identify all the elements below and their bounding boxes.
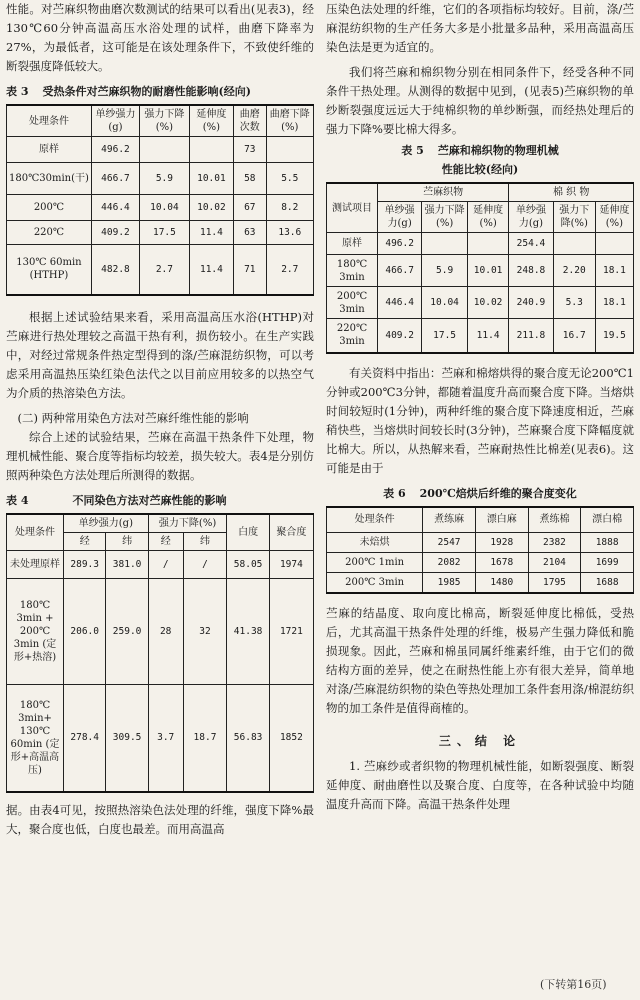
table-cell: 原样 <box>7 137 92 163</box>
table-row <box>327 573 634 593</box>
table-cell: 2547 <box>423 533 476 553</box>
table-cell: 180℃30min(干) <box>7 163 92 195</box>
paragraph: 压染色法处理的纤维，它们的各项指标均较好。目前，涤/苎麻混纺织物的生产任务大多是小批量多品种，采用高温高压染色法是更为适宜的。 <box>326 2 634 54</box>
table-cell: 67 <box>234 195 267 221</box>
table5-header: 测试项目 <box>327 183 378 233</box>
table-cell: 56.83 <box>227 684 269 792</box>
section-subheading: (二) 两种常用染色方法对苎麻纤维性能的影响 <box>17 410 249 425</box>
paragraph: 我们将苎麻和棉织物分别在相同条件下，经受各种不同条件干热处理。从测得的数据中见到，(见表5)苎麻织物的单纱断裂强度远远大于纯棉织物的单纱断强，而经热处理后的强力下降%要比棉大得多。 <box>326 65 634 136</box>
table-cell: 2082 <box>423 553 476 573</box>
table-cell: 278.4 <box>64 684 106 792</box>
table-cell: 1985 <box>423 573 476 593</box>
table4-header: 单纱强力(g) <box>64 514 149 533</box>
table4-header: 经 <box>64 532 106 550</box>
table-cell: 32 <box>183 578 227 684</box>
table3-header: 曲磨下降(%) <box>266 105 313 137</box>
table-cell: 200℃ <box>7 195 92 221</box>
table-cell: 10.02 <box>467 287 508 319</box>
table-cell: 482.8 <box>91 245 139 295</box>
continued-note: (下转第16页) <box>540 978 607 991</box>
table-cell: 19.5 <box>595 319 633 353</box>
table3-header: 处理条件 <box>7 105 92 137</box>
table-cell: 11.4 <box>467 319 508 353</box>
table5-header-row <box>327 183 634 202</box>
table-cell: 8.2 <box>266 195 313 221</box>
table4-header: 聚合度 <box>269 514 313 551</box>
table-cell: 2.7 <box>140 245 190 295</box>
table4-header: 强力下降(%) <box>148 514 227 533</box>
table-cell: 18.7 <box>183 684 227 792</box>
table-cell: 240.9 <box>509 287 553 319</box>
table-cell: 41.38 <box>227 578 269 684</box>
paragraph: 有关资料中指出：苎麻和棉熔烘得的聚合度无论200℃1分钟或200℃3分钟，都随着温度升高而聚合度下降。当熔烘时间较短时(1分钟)，两种纤维的聚合度下降速度相近，苎麻稍快些，当熔烘时间较长时(3分钟)，苎麻聚合度下降幅度就比棉大。所以，从热解来看，苎麻耐热性比棉差(见表6)。这可能是由于 <box>326 365 634 475</box>
table-cell: 466.7 <box>378 255 422 287</box>
table-cell: 180℃ 3min+ 130℃ 60min (定形+高温高压) <box>7 684 64 792</box>
table4-header: 处理条件 <box>7 514 64 551</box>
table-cell: 1678 <box>475 553 528 573</box>
table-cell: 446.4 <box>378 287 422 319</box>
table-cell: 466.7 <box>91 163 139 195</box>
table-cell <box>189 137 233 163</box>
table-cell: / <box>148 550 183 578</box>
table-row <box>327 319 634 353</box>
table6-header: 漂白棉 <box>581 507 634 533</box>
table-cell: 130℃ 60min (HTHP) <box>7 245 92 295</box>
table-cell: 2382 <box>528 533 581 553</box>
table-cell: 58 <box>234 163 267 195</box>
table-cell: 248.8 <box>509 255 553 287</box>
table-cell: 496.2 <box>91 137 139 163</box>
table5-header: 苎麻织物 <box>378 183 509 202</box>
table-row <box>327 255 634 287</box>
table-cell: 28 <box>148 578 183 684</box>
table4-header: 纬 <box>183 532 227 550</box>
table-cell <box>595 233 633 255</box>
table5-header: 强力下降(%) <box>553 202 595 233</box>
table5 <box>326 182 634 354</box>
table3-header: 强力下降(%) <box>140 105 190 137</box>
table-cell: 5.9 <box>140 163 190 195</box>
table-cell: 1974 <box>269 550 313 578</box>
table5-caption: 表 5 苎麻和棉织物的物理机械 <box>401 144 559 157</box>
table5-caption-line2: 性能比较(经向) <box>441 163 519 176</box>
table-cell: 200℃ 3min <box>327 287 378 319</box>
table-cell: 5.5 <box>266 163 313 195</box>
table-cell <box>266 137 313 163</box>
table-cell: 未处理原样 <box>7 550 64 578</box>
table-cell: 2104 <box>528 553 581 573</box>
table-cell: 10.01 <box>467 255 508 287</box>
table3-caption: 表 3 受热条件对苎麻织物的耐磨性能影响(经向) <box>6 85 251 98</box>
table-cell: 未焙烘 <box>327 533 423 553</box>
table-cell: 17.5 <box>140 221 190 245</box>
table6-header: 漂白麻 <box>475 507 528 533</box>
table-row <box>327 233 634 255</box>
table-row <box>7 221 314 245</box>
table-row <box>7 195 314 221</box>
table-cell: 1480 <box>475 573 528 593</box>
table-cell: 73 <box>234 137 267 163</box>
table4 <box>6 513 314 794</box>
table-cell: 3.7 <box>148 684 183 792</box>
table6-header: 煮练棉 <box>528 507 581 533</box>
table-cell: 63 <box>234 221 267 245</box>
table-cell: 409.2 <box>91 221 139 245</box>
table-cell: 10.04 <box>422 287 468 319</box>
table-row <box>7 245 314 295</box>
table-cell: 381.0 <box>106 550 148 578</box>
table-cell: 18.1 <box>595 255 633 287</box>
table-cell: 5.9 <box>422 255 468 287</box>
table-cell: 2.7 <box>266 245 313 295</box>
table6-header: 煮练麻 <box>423 507 476 533</box>
table4-header: 纬 <box>106 532 148 550</box>
table5-header: 强力下降(%) <box>422 202 468 233</box>
section-heading-conclusion: 三、结 论 <box>438 733 522 748</box>
table-row <box>327 553 634 573</box>
table3 <box>6 104 314 296</box>
table-cell <box>553 233 595 255</box>
paragraph: 苎麻的结晶度、取向度比棉高，断裂延伸度比棉低，受热后，尤其高温干热条件处理的纤维，极易产生强力降低和脆损现象。因此，苎麻和棉虽同属纤维素纤维，由于它们的微结构方面的差异，使之在耐热性能上亦有很大差异，简单地对涤/苎麻混纺织物的染色等热处理加工条件套用涤/棉混纺织物的加工条件是值得商榷的。 <box>326 605 634 715</box>
table-cell: 180℃ 3min <box>327 255 378 287</box>
table-row <box>7 163 314 195</box>
table-cell: 原样 <box>327 233 378 255</box>
table-cell: 11.4 <box>189 221 233 245</box>
left-column <box>6 0 314 839</box>
table-row <box>7 137 314 163</box>
table-cell: 1721 <box>269 578 313 684</box>
table-cell: 200℃ 3min <box>327 573 423 593</box>
table4-header-row <box>7 514 314 533</box>
table-row <box>7 578 314 684</box>
table-cell: 289.3 <box>64 550 106 578</box>
table-cell: 1699 <box>581 553 634 573</box>
table-cell: 10.01 <box>189 163 233 195</box>
table6-header-row <box>327 507 634 533</box>
table-cell: 58.05 <box>227 550 269 578</box>
table4-header: 白度 <box>227 514 269 551</box>
table-cell: 496.2 <box>378 233 422 255</box>
table5-header: 单纱强力(g) <box>378 202 422 233</box>
paragraph: 1. 苎麻纱或者织物的物理机械性能，如断裂强度、断裂延伸度、耐曲磨性以及聚合度、白度等，在各种试验中均随温度升高而下降。高温干热条件处理 <box>326 758 634 811</box>
table-cell: 220℃ <box>7 221 92 245</box>
table-row <box>327 287 634 319</box>
table3-header-row <box>7 105 314 137</box>
table3-header: 曲磨次数 <box>234 105 267 137</box>
table4-header: 经 <box>148 532 183 550</box>
table5-header: 延伸度(%) <box>595 202 633 233</box>
table-cell: 211.8 <box>509 319 553 353</box>
table-cell: 309.5 <box>106 684 148 792</box>
table5-header: 棉 织 物 <box>509 183 634 202</box>
table-cell: 200℃ 1min <box>327 553 423 573</box>
table-cell: 180℃ 3min + 200℃ 3min (定形+热溶) <box>7 578 64 684</box>
table-cell: 409.2 <box>378 319 422 353</box>
table-cell: 16.7 <box>553 319 595 353</box>
table-cell: 18.1 <box>595 287 633 319</box>
table-cell: 5.3 <box>553 287 595 319</box>
paragraph-intro: 性能。对苎麻织物曲磨次数测试的结果可以看出(见表3)，经130℃60分钟高温高压水浴处理的试样，曲磨下降率为27%，为最低者，这可能是在该处理条件下，不致使纤维的断裂强度降低较大。 <box>6 2 314 73</box>
table-cell: 2.20 <box>553 255 595 287</box>
table-cell: 220℃ 3min <box>327 319 378 353</box>
table-cell: 1795 <box>528 573 581 593</box>
table-cell: 13.6 <box>266 221 313 245</box>
table3-header: 单纱强力(g) <box>91 105 139 137</box>
table-row <box>7 684 314 792</box>
table-cell: 10.02 <box>189 195 233 221</box>
table-cell <box>467 233 508 255</box>
table-cell: 206.0 <box>64 578 106 684</box>
paragraph: 综合上述的试验结果，苎麻在高温干热条件下处理，物理机械性能、聚合度等指标均较差，损失较大。表4是分别仿照两种染色方法处理后所测得的数据。 <box>6 429 314 482</box>
table5-header: 延伸度(%) <box>467 202 508 233</box>
table4-caption: 表 4 不同染色方法对苎麻性能的影响 <box>6 493 227 507</box>
table-cell: 259.0 <box>106 578 148 684</box>
table6-header: 处理条件 <box>327 507 423 533</box>
table-cell: 10.04 <box>140 195 190 221</box>
table-cell: 1928 <box>475 533 528 553</box>
table-cell: 1688 <box>581 573 634 593</box>
table3-header: 延伸度(%) <box>189 105 233 137</box>
paragraph: 据。由表4可见，按照热溶染色法处理的纤维，强度下降%最大，聚合度也低，白度也最差。而用高温高 <box>6 803 314 836</box>
table-cell: 1852 <box>269 684 313 792</box>
table-cell: 1888 <box>581 533 634 553</box>
table-cell <box>140 137 190 163</box>
table6 <box>326 506 634 594</box>
right-column <box>326 0 634 814</box>
table-cell: 71 <box>234 245 267 295</box>
table-cell: 11.4 <box>189 245 233 295</box>
paragraph: 根据上述试验结果来看，采用高温高压水浴(HTHP)对苎麻进行热处理较之高温干热有利，损伤较小。在生产实践中，对经过常规条件热定型得到的涤/苎麻混纺织物，可以考虑采用高温热压染红染色法代之以目前应用较多的以热空气为介质的热溶染色方法。 <box>6 309 314 400</box>
table-cell: / <box>183 550 227 578</box>
table-row <box>7 550 314 578</box>
table-cell: 17.5 <box>422 319 468 353</box>
table6-caption: 表 6 200℃焙烘后纤维的聚合度变化 <box>383 486 577 500</box>
table-cell: 254.4 <box>509 233 553 255</box>
table-row <box>327 533 634 553</box>
table5-header: 单纱强力(g) <box>509 202 553 233</box>
table-cell <box>422 233 468 255</box>
table-cell: 446.4 <box>91 195 139 221</box>
